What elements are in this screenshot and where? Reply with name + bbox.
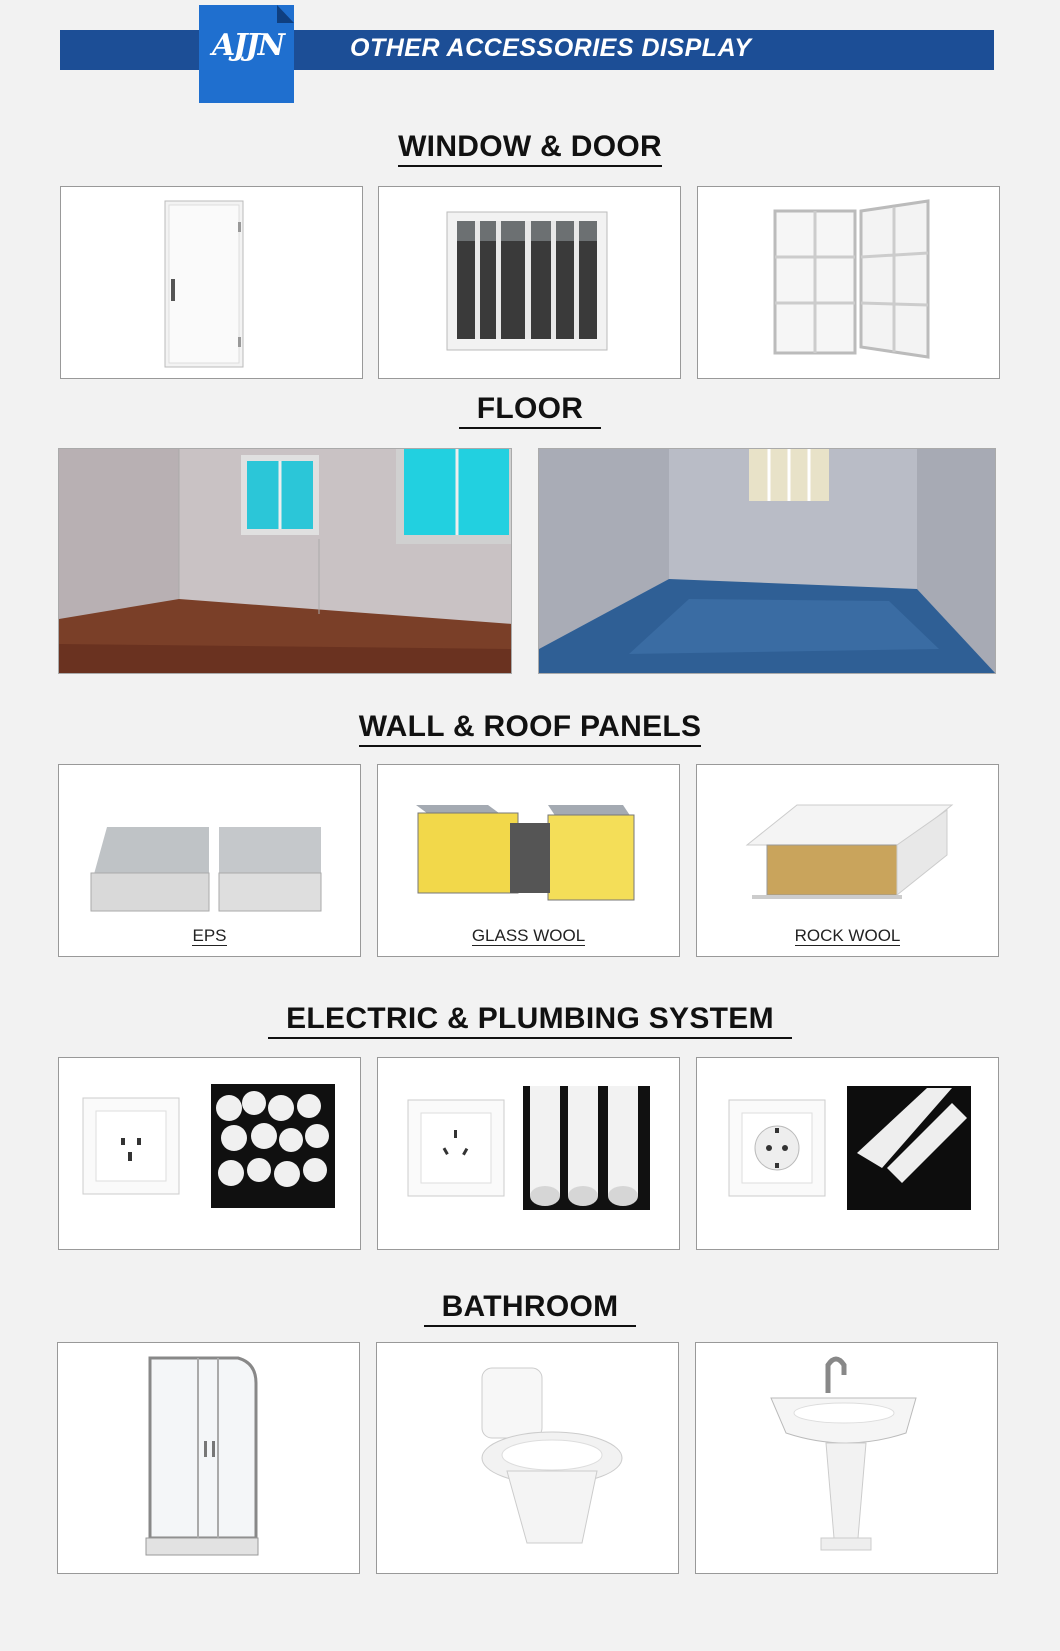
casement-window-image <box>698 187 1000 379</box>
socket-and-pipes-image <box>378 1058 680 1250</box>
door-image <box>61 187 363 379</box>
blue-floor-room-photo[interactable] <box>538 448 996 674</box>
blue-floor-room-image <box>539 449 996 674</box>
shower-room-product[interactable] <box>57 1342 360 1574</box>
banner-title: OTHER ACCESSORIES DISPLAY <box>350 34 752 62</box>
sliding-window-product[interactable] <box>378 186 681 379</box>
section-heading-bathroom: BATHROOM <box>0 1290 1060 1324</box>
schuko-socket-and-pipes-image <box>697 1058 999 1250</box>
glass-wool-panel-product[interactable] <box>377 764 680 957</box>
electric-set-1-product[interactable] <box>58 1057 361 1250</box>
electric-set-3-product[interactable] <box>696 1057 999 1250</box>
eps-panel-product[interactable] <box>58 764 361 957</box>
door-product[interactable] <box>60 186 363 379</box>
section-heading-electric: ELECTRIC & PLUMBING SYSTEM <box>0 1002 1060 1036</box>
pedestal-sink-image <box>696 1343 998 1574</box>
glass-wool-caption: GLASS WOOL <box>471 926 586 945</box>
socket-and-fittings-image <box>59 1058 361 1250</box>
wood-floor-room-image <box>59 449 512 674</box>
sliding-window-image <box>379 187 681 379</box>
wood-floor-room-photo[interactable] <box>58 448 512 674</box>
electric-set-2-product[interactable] <box>377 1057 680 1250</box>
pedestal-sink-product[interactable] <box>695 1342 998 1574</box>
rock-wool-caption: ROCK WOOL <box>794 926 901 945</box>
section-heading-window-door: WINDOW & DOOR <box>0 130 1060 164</box>
logo-icon: AJJN <box>212 28 284 63</box>
eps-caption: EPS <box>192 926 227 945</box>
section-heading-floor: FLOOR <box>0 392 1060 426</box>
rock-wool-panel-product[interactable] <box>696 764 999 957</box>
toilet-image <box>377 1343 679 1574</box>
section-heading-wall-roof: WALL & ROOF PANELS <box>0 710 1060 744</box>
toilet-product[interactable] <box>376 1342 679 1574</box>
shower-enclosure-image <box>58 1343 360 1574</box>
casement-window-product[interactable] <box>697 186 1000 379</box>
